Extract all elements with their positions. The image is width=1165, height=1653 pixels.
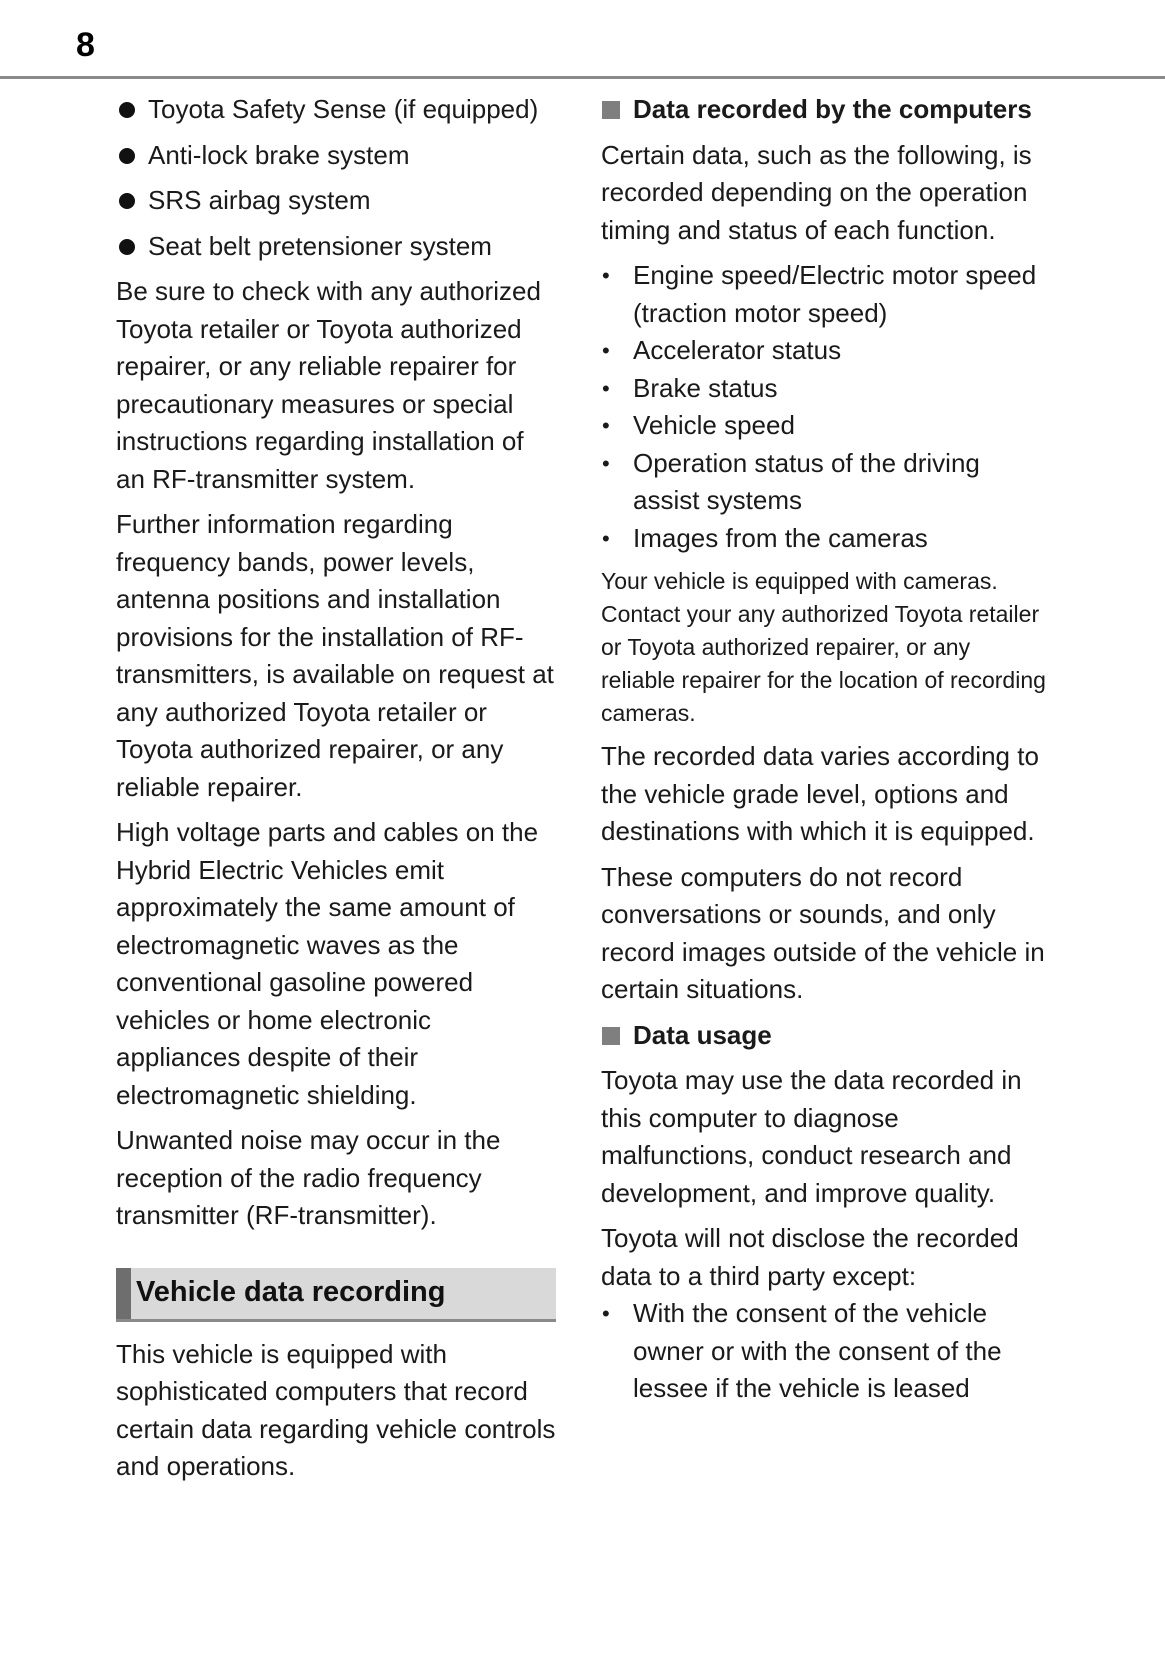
- section-title: Vehicle data recording: [136, 1275, 446, 1308]
- paragraph: The recorded data varies according to the vehicle grade level, options and destinations with which it is equipped.: [601, 741, 1039, 846]
- list-item: • Vehicle speed: [601, 407, 1046, 445]
- recorded-data-list: [601, 257, 1046, 557]
- paragraph: Certain data, such as the following, is recorded depending on the operation timing and status of each function.: [601, 139, 1032, 245]
- paragraph: Further information regarding frequency bands, power levels, antenna positions and installation provisions for the installation of RF-transmitters, is available on request at any authorized Toyota retailer or Toyota authorized repairer, or any reliable repairer.: [116, 509, 554, 802]
- section-header: [116, 1268, 556, 1322]
- list-item: Seat belt pretensioner system: [116, 228, 556, 266]
- page-number: 8: [76, 26, 95, 64]
- bullet-icon: •: [602, 413, 610, 438]
- bullet-icon: •: [602, 338, 610, 363]
- exception-list: [601, 1295, 1046, 1408]
- note-text: Your vehicle is equipped with cameras. Contact your any authorized Toyota retailer or Toyota authorized repairer, or any reliable repairer for the location of recording cameras.: [601, 568, 1046, 726]
- paragraph: Unwanted noise may occur in the reception of the radio frequency transmitter (RF-transmitter).: [116, 1125, 501, 1230]
- bullet-dot-icon: [119, 148, 135, 164]
- right-column: [601, 91, 1046, 1416]
- bullet-icon: •: [602, 450, 610, 476]
- bullet-dot-icon: [119, 102, 135, 118]
- system-list: [116, 91, 556, 265]
- paragraph: Toyota may use the data recorded in this computer to diagnose malfunctions, conduct research and development, and improve quality.: [601, 1065, 1022, 1208]
- left-column: [116, 91, 556, 1494]
- list-item: SRS airbag system: [116, 182, 556, 220]
- list-item: • Operation status of the driving assist systems: [601, 445, 1046, 520]
- list-item: Anti-lock brake system: [116, 137, 556, 175]
- paragraph: High voltage parts and cables on the Hybrid Electric Vehicles emit approximately the same amount of electromagnetic waves as the conventional gasoline powered vehicles or home electronic appliances despite of their electromagnetic shielding.: [116, 817, 539, 1110]
- paragraph: This vehicle is equipped with sophisticated computers that record certain data regarding vehicle controls and operations.: [116, 1338, 556, 1481]
- bullet-dot-icon: [119, 239, 135, 255]
- bullet-dot-icon: [119, 193, 135, 209]
- bullet-icon: •: [602, 263, 610, 288]
- square-bullet-icon: [602, 101, 620, 119]
- paragraph: Toyota will not disclose the recorded data to a third party except:: [601, 1223, 1019, 1291]
- list-item: • Images from the cameras: [601, 520, 1046, 558]
- square-bullet-icon: [602, 1027, 620, 1045]
- paragraph: Be sure to check with any authorized Toyota retailer or Toyota authorized repairer, or any reliable repairer for precautionary measures or special instructions regarding installation of an RF-transmitter system.: [116, 276, 541, 494]
- list-item: • Accelerator status: [601, 332, 1046, 370]
- bullet-icon: •: [602, 1301, 610, 1326]
- list-item: • With the consent of the vehicle owner or with the consent of the lessee if the vehicle is leased: [601, 1295, 1046, 1408]
- list-item: Toyota Safety Sense (if equipped): [116, 91, 556, 129]
- subheading: Data recorded by the computers: [601, 91, 1046, 129]
- section-bar: [116, 1268, 131, 1319]
- subheading: Data usage: [601, 1017, 1046, 1055]
- paragraph: These computers do not record conversations or sounds, and only record images outside of the vehicle in certain situations.: [601, 861, 1045, 1004]
- header-divider: [0, 76, 1165, 79]
- list-item: • Brake status: [601, 370, 1046, 408]
- bullet-icon: •: [602, 375, 610, 401]
- bullet-icon: •: [602, 525, 610, 551]
- list-item: • Engine speed/Electric motor speed (traction motor speed): [601, 257, 1046, 332]
